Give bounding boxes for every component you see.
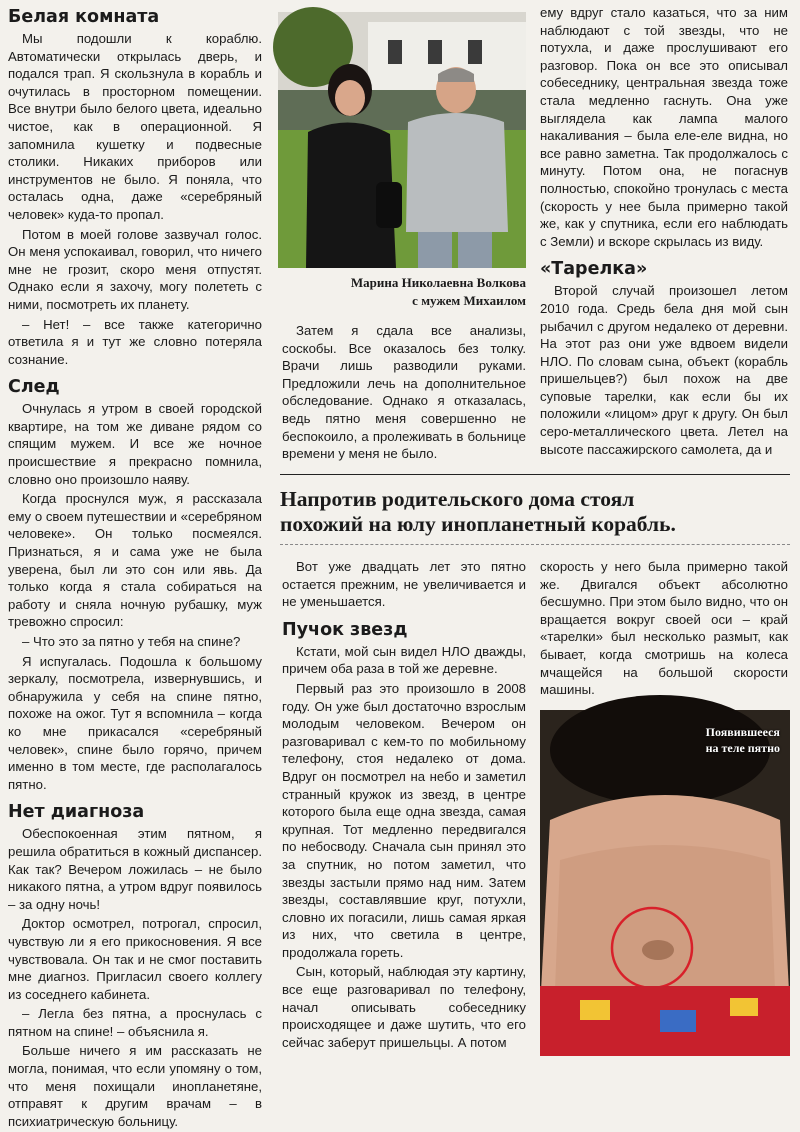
caption-line: Марина Николаевна Волкова	[350, 275, 526, 290]
paragraph: Первый раз это произошло в 2008 году. Он уже был достаточно взрослым молодым человеком. Вечером он разговаривал с кем-то по мобильному телефону, стоя недалеко от дома. Вдруг он посмотрел на небо и заметил странный кружок из звезд, в центре которого была еще одна звезда, самая крупная. Тот медленно передвигался по небосводу. Сначала сын принял это за спутник, но потом заметил, что звезды застыли прямо над ним. Затем звезды, составлявшие круг, потухли, словно их погасили, лишь самая яркая из них, что светила в центре, продолжала гореть.	[282, 680, 526, 960]
article-column-3-bottom	[540, 558, 788, 701]
photo-back-label	[706, 724, 780, 756]
paragraph: – Нет! – все также категорично ответила я и тут же словно потеряла сознание.	[8, 316, 262, 367]
label-line: на теле пятно	[705, 741, 780, 755]
photo-couple-image	[278, 12, 526, 268]
heading-tarelka: «Тарелка»	[540, 259, 648, 280]
photo-couple-caption	[278, 274, 526, 310]
heading-belaya-komnata: Белая комната	[8, 7, 160, 27]
paragraph: Второй случай произошел летом 2010 года. Средь бела дня мой сын рыбачил с другом недалеко от деревни. На этот раз они уже вдвоем видели НЛО. По словам сына, объект (корабль пришельцев?) был похож на две суповые тарелки, как если бы их положили «лицом» друг к другу. Он был серо-металлического цвета. Летел на высоте пассажирского самолета, да и	[540, 283, 788, 457]
article-column-1	[8, 6, 262, 1132]
paragraph: Обеспокоенная этим пятном, я решила обратиться в кожный диспансер. Как так? Вечером ложилась – не было никакого пятна, а утром вдруг появилось – за одну ночь!	[8, 826, 262, 912]
photo-couple	[278, 12, 526, 268]
article-column-3-top	[540, 4, 788, 460]
caption-line: с мужем Михаилом	[412, 293, 526, 308]
pull-quote	[280, 487, 790, 537]
paragraph: – Легла без пятна, а проснулась с пятном на спине! – объяснила я.	[8, 1006, 262, 1039]
heading-net-diagnoza: Нет диагноза	[8, 802, 145, 823]
paragraph: Сын, который, наблюдая эту картину, все еще разговаривал по телефону, начал описывать собеседнику происходящее и даже шутить, что его сейчас заберут пришельцы. А потом	[282, 964, 526, 1050]
paragraph: Кстати, мой сын видел НЛО дважды, причем оба раза в той же деревне.	[282, 643, 526, 677]
heading-sled: След	[8, 377, 60, 398]
article-column-2-bottom	[282, 558, 526, 1053]
paragraph: Когда проснулся муж, я рассказала ему о своем путешествии и «серебряном человеке». Он только посмеялся. Признаться, я и сама уже не была уверена, был ли это сон или явь. Да только когда я стала собираться на работу и сняла ночную рубашку, муж тревожно спросил:	[8, 491, 262, 630]
paragraph: ему вдруг стало казаться, что за ним наблюдают с той звезды, что не потухла, и даже прослушивают его разговор. Пока он все это описывал собеседнику, центральная звезда тоже стала медленно гаснуть. Она уже выглядела как лампа малого накаливания – была еле-еле видна, но все равно заметна. Так продолжалось с минуту. Потом она, не погаснув полностью, спокойно тронулась с места (скорость у нее была примерно такой же, как у спутника, если его наблюдать с Земли) и вскоре скрылась из виду.	[540, 5, 788, 249]
divider	[280, 544, 790, 545]
paragraph: Потом в моей голове зазвучал голос. Он меня успокаивал, говорил, что ничего мне не грозит, скоро меня отпустят. Однако если я захочу, могу полететь с ними, посмотреть их планету.	[8, 226, 262, 312]
label-line: Появившееся	[705, 725, 780, 739]
paragraph: Я испугалась. Подошла к большому зеркалу, посмотрела, извернувшись, и обнаружила у себя на спине пятно, похоже на ожог. Тут я вспомнила – когда ко мне прикасался «серебряный человек», спине было горячо, причем именно в том месте, где располагалось пятно.	[8, 653, 262, 792]
paragraph: Вот уже двадцать лет это пятно остается прежним, не увеличивается и не уменьшается.	[282, 559, 526, 610]
photo-back-image	[540, 710, 790, 1056]
paragraph: – Что это за пятно у тебя на спине?	[22, 634, 241, 649]
paragraph: Доктор осмотрел, потрогал, спросил, чувствую ли я его прикосновения. Я все чувствовала. Он так и не смог поставить мне диагноз. Пригласил своего коллегу из соседнего кабинета.	[8, 916, 262, 1002]
paragraph: Мы подошли к кораблю. Автоматически открылась дверь, и подался трап. Я скользнула в корабль и очутилась в просторном помещении. Все внутри было белого цвета, идеально чистое, как в операционной. Я запомнила кушетку и подвесные столики. Никаких приборов или инструментов не было. Я поняла, что осталась одна, даже «серебряный человек» куда-то пропал.	[8, 31, 262, 222]
divider	[280, 474, 790, 475]
paragraph: скорость у него была примерно такой же. Двигался объект абсолютно бесшумно. При этом было видно, что он вращается вокруг своей оси – край «тарелки» был несколько размыт, как бывает, когда смотришь на колеса мчащейся на большой скорости машины.	[540, 559, 788, 698]
photo-back-spot	[540, 710, 790, 1056]
article-column-2-top	[282, 322, 526, 465]
paragraph: Больше ничего я им рассказать не могла, понимая, что если упомяну о том, что меня похищали инопланетяне, отправят к другим врачам – в психиатрическую больницу.	[8, 1043, 262, 1129]
heading-puchok-zvezd: Пучок звезд	[282, 619, 408, 640]
paragraph: Очнулась я утром в своей городской квартире, на том же диване рядом со спящим мужем. И все же ночное происшествие я прекрасно помнила, словно оно произошло наяву.	[8, 401, 262, 487]
pull-quote-line: Напротив родительского дома стоял	[280, 487, 635, 511]
paragraph: Затем я сдала все анализы, соскобы. Все оказалось без толку. Врачи лишь разводили руками. Предложили лечь на дополнительное обследование. Однако я отказалась, ведь пятно меня совершенно не беспокоило, а пролеживать в больнице времени у меня не было.	[282, 323, 526, 462]
pull-quote-line: похожий на юлу инопланетный корабль.	[280, 512, 676, 536]
